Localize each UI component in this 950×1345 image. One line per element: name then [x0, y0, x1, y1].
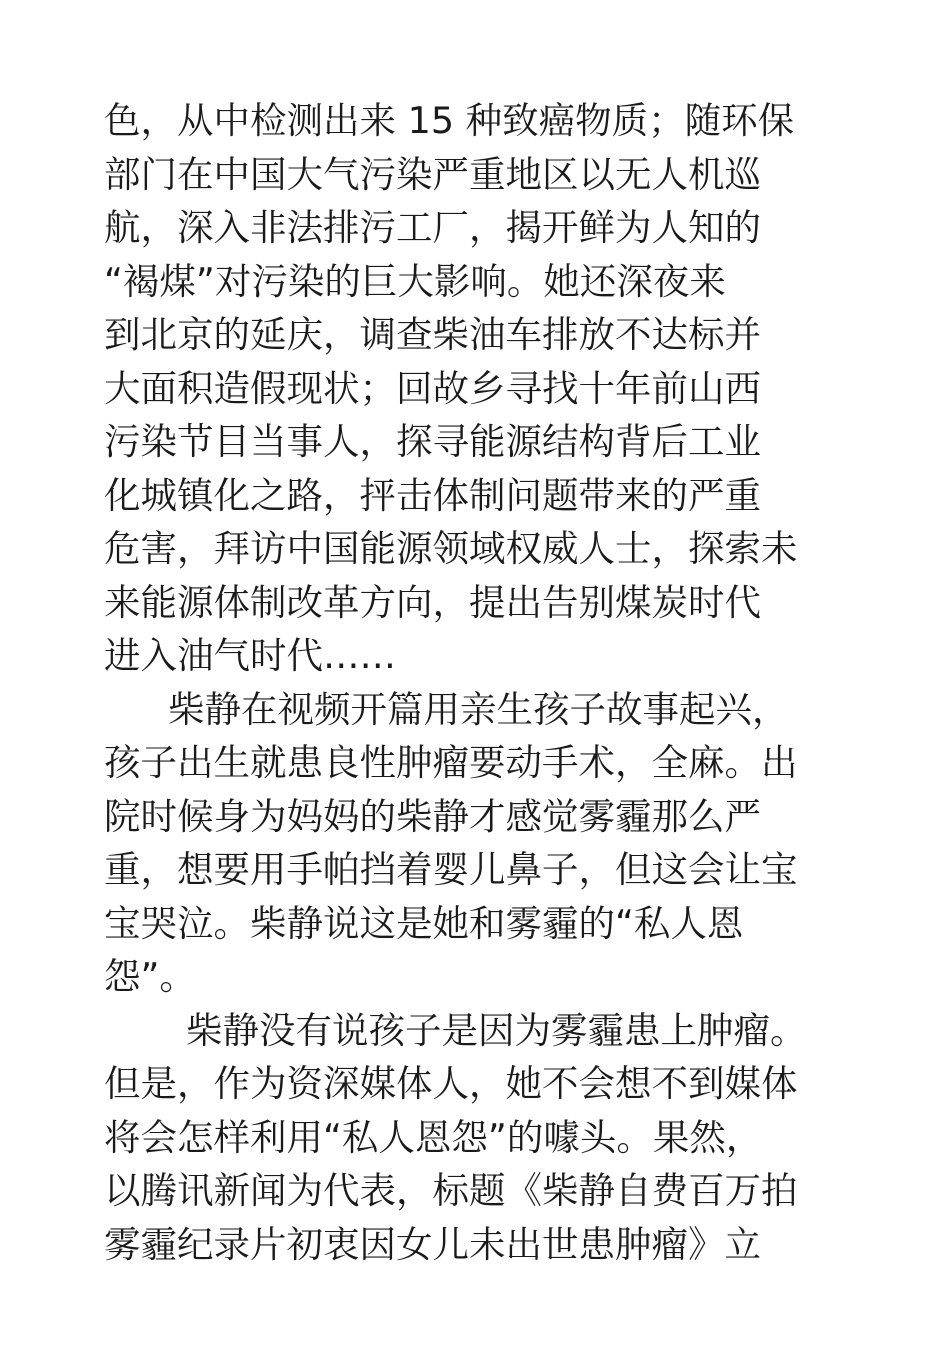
text-line: 色，从中检测出来 15 种致癌物质；随环保: [104, 99, 795, 142]
text-line: 化城镇化之路，抨击体制问题带来的严重: [104, 473, 761, 517]
text-line: 将会怎样利用“私人恩怨”的噱头。果然，: [104, 1115, 763, 1159]
text-line: 雾霾纪录片初衷因女儿未出世患肿瘤》立: [104, 1222, 761, 1266]
text-line: 孩子出生就患良性肿瘤要动手术，全麻。出: [104, 741, 798, 784]
text-line: 院时候身为妈妈的柴静才感觉雾霾那么严: [104, 794, 761, 838]
paragraph-start-line: 柴静在视频开篇用亲生孩子故事起兴，: [168, 687, 789, 731]
text-line: 大面积造假现状；回故乡寻找十年前山西: [104, 366, 761, 410]
text-line: 部门在中国大气污染严重地区以无人机巡: [104, 152, 761, 196]
text-line: 宝哭泣。柴静说这是她和雾霾的“私人恩: [104, 901, 744, 945]
text-line: 重，想要用手帕挡着婴儿鼻子，但这会让宝: [104, 848, 798, 891]
text-line: 来能源体制改革方向，提出告别煤炭时代: [104, 580, 761, 624]
text-line: 怨”。: [104, 955, 196, 998]
text-line: 危害，拜访中国能源领域权威人士，探索未: [104, 527, 798, 570]
text-line: 航，深入非法排污工厂，揭开鲜为人知的: [104, 206, 761, 249]
text-line: 污染节目当事人，探寻能源结构背后工业: [104, 420, 761, 463]
text-line: 但是，作为资深媒体人，她不会想不到媒体: [104, 1062, 798, 1105]
paragraph-start-line: 柴静没有说孩子是因为雾霾患上肿瘤。: [186, 1008, 807, 1052]
text-line: 进入油气时代……: [104, 634, 396, 677]
text-line: 以腾讯新闻为代表，标题《柴静自费百万拍: [104, 1169, 798, 1212]
body-text: [104, 94, 864, 1271]
text-line: “褐煤”对污染的巨大影响。她还深夜来: [104, 259, 726, 303]
text-line: 到北京的延庆，调查柴油车排放不达标并: [104, 313, 761, 356]
